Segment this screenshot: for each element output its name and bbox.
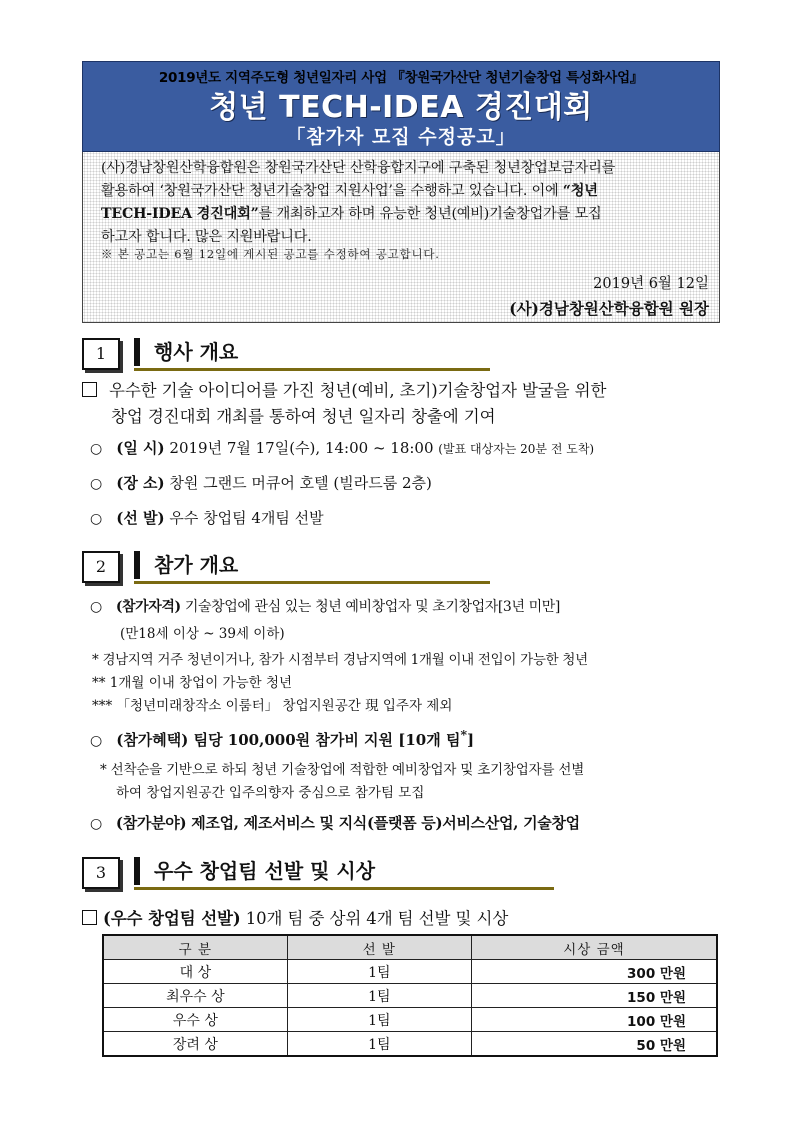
bullet-circle-icon: ○ <box>90 733 103 749</box>
checkbox-square-icon <box>82 382 97 397</box>
bullet-circle-icon: ○ <box>90 476 103 492</box>
notice-emphasis: “청년 <box>562 183 598 199</box>
table-row <box>103 960 717 984</box>
benefit-value: 팀당 100,000원 참가비 지원 [10개 팀 <box>193 731 461 749</box>
event-date-label: (일 시) <box>116 439 165 457</box>
qualification-note-1: * 경남지역 거주 청년이거나, 참가 시점부터 경남지역에 1개월 이내 전입이 가능한 청년 <box>92 652 588 668</box>
field-value: 제조업, 제조서비스 및 지식(플랫폼 등)서비스산업, 기술창업 <box>191 814 580 832</box>
notice-box <box>82 152 720 323</box>
notice-signature: (사)경남창원산학융합원 원장 <box>509 299 709 318</box>
qualification-age: (만18세 이상 ~ 39세 이하) <box>120 626 285 642</box>
table-header-cell: 구 분 <box>103 935 287 960</box>
section-underline <box>134 368 490 371</box>
notice-line <box>101 180 705 203</box>
event-place-item <box>90 472 432 493</box>
section-title: 우수 창업팀 선발 및 시상 <box>134 857 375 885</box>
benefit-footnote-mark: * <box>460 727 467 742</box>
award-name-cell: 장려 상 <box>103 1032 287 1057</box>
table-row <box>103 1032 717 1057</box>
section-underline <box>134 581 490 584</box>
notice-date: 2019년 6월 12일 <box>593 276 709 292</box>
table-row <box>103 1008 717 1032</box>
table-header-cell: 선 발 <box>287 935 471 960</box>
event-place-value: 창원 그랜드 머큐어 호텔 (빌라드룸 2층) <box>169 474 432 492</box>
award-count-cell: 1팀 <box>287 1008 471 1032</box>
table-row <box>103 984 717 1008</box>
purpose-line-2: 창업 경진대회 개최를 통하여 청년 일자리 창출에 기여 <box>111 407 496 426</box>
award-selection-item <box>82 905 508 929</box>
benefit-bracket: ] <box>466 731 475 749</box>
award-name-cell: 우수 상 <box>103 1008 287 1032</box>
notice-emphasis: TECH-IDEA 경진대회” <box>101 206 259 222</box>
notice-line: 하고자 합니다. 많은 지원바랍니다. <box>101 229 312 245</box>
field-label: (참가분야) <box>115 814 187 832</box>
benefit-item <box>90 727 474 750</box>
event-date-value: 2019년 7월 17일(수), 14:00 ~ 18:00 <box>169 439 434 457</box>
bullet-circle-icon: ○ <box>90 441 103 457</box>
notice-line: (사)경남창원산학융합원은 창원국가산단 산학융합지구에 구축된 청년창업보금자리를 <box>101 160 616 176</box>
event-selection-label: (선 발) <box>116 509 165 527</box>
benefit-note-1: * 선착순을 기반으로 하되 청년 기술창업에 적합한 예비창업자 및 초기창업자를 선별 <box>100 762 585 778</box>
award-amount-cell: 50 만원 <box>471 1032 717 1057</box>
benefit-label: (참가혜택) <box>116 731 189 749</box>
award-selection-value: 10개 팀 중 상위 4개 팀 선발 및 시상 <box>245 909 509 928</box>
award-name-cell: 대 상 <box>103 960 287 984</box>
qualification-label: (참가자격) <box>115 599 181 615</box>
award-name-cell: 최우수 상 <box>103 984 287 1008</box>
banner-subtitle: 「참가자 모집 수정공고」 <box>286 126 516 148</box>
section-number: 3 <box>82 857 120 889</box>
qualification-note-2: ** 1개월 이내 창업이 가능한 청년 <box>92 675 293 691</box>
event-selection-item <box>90 507 324 528</box>
qualification-item <box>90 596 560 616</box>
event-selection-value: 우수 창업팀 4개팀 선발 <box>169 509 324 527</box>
benefit-note-2: 하여 창업지원공간 입주의향자 중심으로 참가팀 모집 <box>116 785 425 801</box>
award-amount-cell: 100 만원 <box>471 1008 717 1032</box>
section-number: 2 <box>82 551 120 583</box>
award-count-cell: 1팀 <box>287 960 471 984</box>
notice-revision-note: ※ 본 공고는 6월 12일에 게시된 공고를 수정하여 공고합니다. <box>101 247 440 261</box>
banner-program-line: 2019년도 지역주도형 청년일자리 사업 『창원국가산단 청년기술창업 특성화사업』 <box>158 70 644 86</box>
notice-text: 를 개최하고자 하며 유능한 청년(예비)기술창업가를 모집 <box>258 206 602 222</box>
notice-line <box>101 203 705 226</box>
purpose-item <box>82 377 606 401</box>
purpose-text: 우수한 기술 아이디어를 가진 청년(예비, 초기)기술창업자 발굴을 위한 <box>109 381 607 400</box>
event-date-item <box>90 437 594 458</box>
award-amount-cell: 150 만원 <box>471 984 717 1008</box>
award-count-cell: 1팀 <box>287 984 471 1008</box>
bullet-circle-icon: ○ <box>90 599 102 615</box>
awards-table <box>102 934 718 1057</box>
header-banner <box>82 61 720 152</box>
bullet-circle-icon: ○ <box>90 816 102 832</box>
award-selection-label: (우수 창업팀 선발) <box>103 909 241 928</box>
award-amount-cell: 300 만원 <box>471 960 717 984</box>
event-date-note: (발표 대상자는 20분 전 도착) <box>438 442 595 456</box>
qualification-value: 기술창업에 관심 있는 청년 예비창업자 및 초기창업자[3년 미만] <box>184 599 560 615</box>
banner-title: 청년 TECH-IDEA 경진대회 <box>209 90 593 125</box>
qualification-note-3: *** 「청년미래창작소 이룸터」 창업지원공간 現 입주자 제외 <box>92 698 453 714</box>
table-header-cell: 시상 금액 <box>471 935 717 960</box>
table-header-row <box>103 935 717 960</box>
notice-body <box>101 157 705 249</box>
bullet-circle-icon: ○ <box>90 511 103 527</box>
section-title: 참가 개요 <box>134 551 238 579</box>
notice-text: 활용하여 ‘창원국가산단 청년기술창업 지원사업’을 수행하고 있습니다. 이에 <box>101 183 563 199</box>
award-count-cell: 1팀 <box>287 1032 471 1057</box>
event-place-label: (장 소) <box>116 474 165 492</box>
section-number: 1 <box>82 338 120 370</box>
section-underline <box>134 887 554 890</box>
field-item <box>90 812 580 833</box>
checkbox-square-icon <box>82 910 97 925</box>
section-title: 행사 개요 <box>134 338 238 366</box>
